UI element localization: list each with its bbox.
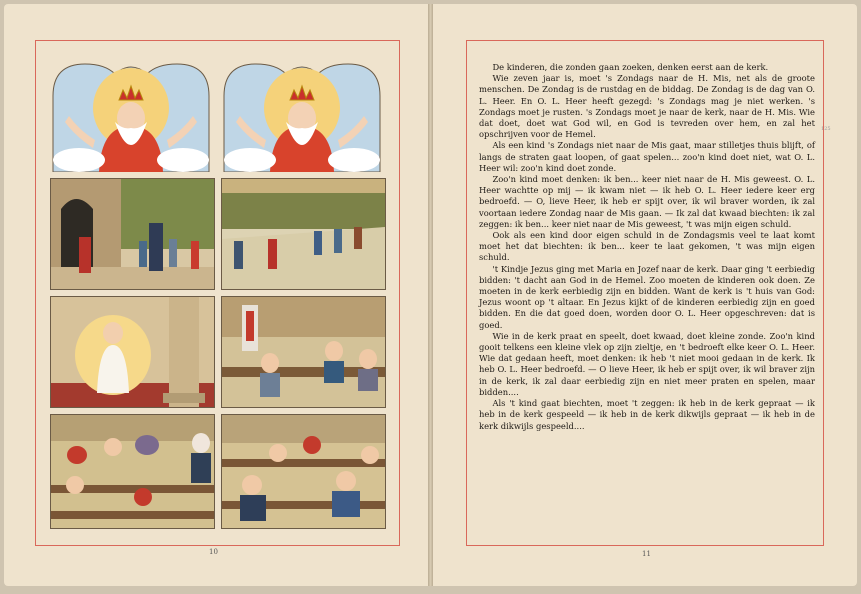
page-number-right: 11: [642, 550, 651, 558]
paragraph-6: 't Kindje Jezus ging met Maria en Jozef naar de kerk. Daar ging 't eerbiedig bidden: 't dacht aan God in de Hemel. Zoo moeten de kinderen ook doen. Ze moeten in de kerk eerbiedig zijn en bidden. Want de kerk is 't huis van God: Jezus woont op 't altaar. En Jezus kijkt of de kinderen eerbiedig zijn en goed bidden. En die dat goed doen, worden door O. L. Heer opgeschreven: dat is goed.: [479, 263, 815, 330]
right-page: [433, 4, 857, 586]
paragraph-3: Als een kind 's Zondags niet naar de Mis gaat, maar stilletjes thuis blijft, of langs de straten gaat loopen, of gaat spelen... zoo'n kind doet niet, wat O. L. Heer wil: zoo'n kind doet zonde.: [479, 140, 815, 173]
illustration-congregation-pews: [50, 414, 215, 529]
page-number-left: 10: [209, 548, 218, 556]
paragraph-8: Als 't kind gaat biechten, moet 't zeggen: ik heb in de kerk gepraat — ik heb in de kerk gespeeld — ik heb in de kerk dikwijls gepraat — ik heb in de kerk dikwijls gespeeld....: [479, 398, 815, 431]
illustration-boys-talking-in-pew: [221, 414, 386, 529]
margin-note: 125: [821, 126, 831, 132]
illustration-god-father-right: [220, 56, 384, 172]
illustration-children-playing-outside: [221, 178, 386, 290]
body-text: [479, 62, 815, 432]
illustration-god-father-left: [49, 56, 213, 172]
paragraph-5: Ook als een kind door eigen schuld in de Zondagsmis veel te laat komt moet het dat biechten: ik ben... keer te laat gekomen, 't was mijn eigen schuld.: [479, 230, 815, 263]
illustration-child-praying-in-church: [50, 296, 215, 408]
paragraph-7: Wie in de kerk praat en speelt, doet kwaad, doet kleine zonde. Zoo'n kind gooit telkens een kleine vlek op zijn zieltje, en 't bedroeft elke keer O. L. Heer. Wie dat gedaan heeft, moet denken: ik heb 't niet mooi gedaan in de kerk. Ik heb O. L. Heer bedroefd. — O lieve Heer, ik heb er spijt over, ik wil braver zijn in de kerk, ik zal daar eerbiedig zijn en niet meer praten en spelen, maar bidden....: [479, 330, 815, 397]
paragraph-2: Wie zeven jaar is, moet 's Zondags naar de H. Mis, net als de groote menschen. De Zondag is de rustdag en de biddag. De Zondag is de dag van O. L. Heer. En O. L. Heer heeft gezegd: 's Zondags mag je niet werken. 's Zondags moet je rusten. 's Zondags moet je naar de kerk, naar de H. Mis. Wie dat doet, doet wat God wil, en God is tevreden over hem, en zal het opschrijven voor de Hemel.: [479, 73, 815, 140]
paragraph-1: De kinderen, die zonden gaan zoeken, denken eerst aan de kerk.: [492, 62, 769, 72]
left-page: [4, 4, 428, 586]
illustration-children-at-mass: [221, 296, 386, 408]
illustration-family-church-door: [50, 178, 215, 290]
paragraph-4: Zoo'n kind moet denken: ik ben... keer niet naar de H. Mis geweest. O. L. Heer wachtte op mij — ik kwam niet — ik heb O. L. Heer iedere keer erg bedroefd. — O, lieve Heer, ik heb er spijt over, ik wil braver worden, ik zal voortaan iedere Zondag naar de Mis gaan. — Ik zal dat kwaad biechten: ik zal zeggen: ik ben... keer niet naar de Mis geweest, 't was mijn eigen schuld.: [479, 174, 815, 229]
